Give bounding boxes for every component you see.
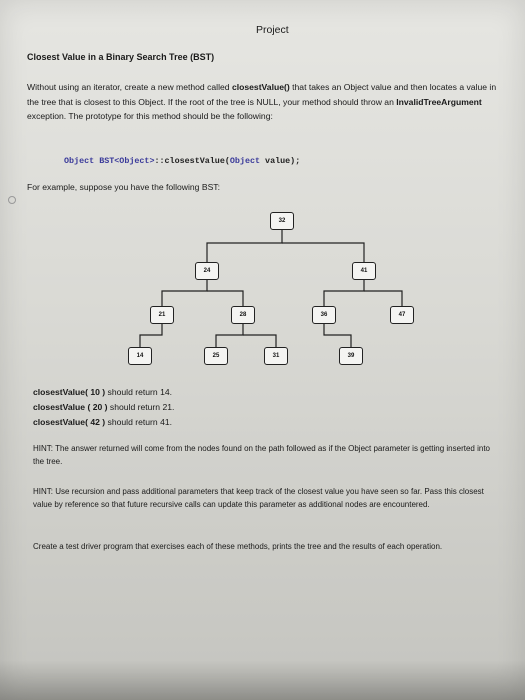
code-param-type: Object [229, 156, 261, 166]
exception-name: InvalidTreeArgument [396, 96, 482, 107]
code-signature: ::closestValue( [154, 156, 230, 166]
tree-node-36: 36 [312, 306, 336, 324]
page-title: Project [256, 24, 289, 36]
hint-recursion: HINT: Use recursion and pass additional parameters that keep track of the closest value you have seen so far. Pass this closest value by reference so that future recursive calls can update this parameter as additional nodes are encountered. [33, 487, 484, 509]
tree-node-47: 47 [390, 306, 414, 324]
code-param-name: value); [260, 156, 301, 166]
edge-28-25 [216, 321, 243, 347]
edge-36-39 [324, 321, 351, 347]
result-text: should return 14. [105, 387, 173, 397]
edge-32-41 [282, 243, 364, 262]
tree-node-41: 41 [352, 262, 376, 280]
edge-21-14 [140, 321, 162, 347]
edge-28-31 [243, 335, 276, 347]
edge-24-28 [207, 291, 243, 306]
result-call: closestValue( 42 ) [33, 417, 106, 427]
section-heading: Closest Value in a Binary Search Tree (BST) [27, 52, 215, 62]
photo-shadow [0, 660, 525, 700]
intro-text-3: exception. The prototype for this method should be the following: [27, 111, 273, 121]
edge-41-47 [364, 291, 402, 306]
intro-text-1: Without using an iterator, create a new method called [27, 82, 232, 92]
tree-node-24: 24 [195, 262, 219, 280]
intro-text-2: that takes an Object value and then locates a value in the tree that is closest to this Object. If the root of the tree is NULL, your method should throw an [27, 82, 497, 107]
edge-24-21 [162, 277, 207, 306]
tree-node-32: 32 [270, 212, 294, 230]
code-return-type: Object [64, 156, 95, 166]
example-text: For example, suppose you have the following BST: [27, 182, 220, 192]
tree-node-14: 14 [128, 347, 152, 365]
tree-node-25: 25 [204, 347, 228, 365]
task-test-driver: Create a test driver program that exercises each of these methods, prints the tree and the results of each operation. [33, 542, 443, 551]
result-line [33, 402, 174, 412]
result-line [33, 417, 172, 427]
edge-32-24 [207, 229, 282, 262]
tree-node-31: 31 [264, 347, 288, 365]
result-call: closestValue( 10 ) [33, 387, 106, 397]
tree-node-21: 21 [150, 306, 174, 324]
result-text: should return 41. [105, 417, 173, 427]
tree-node-28: 28 [231, 306, 255, 324]
tree-node-39: 39 [339, 347, 363, 365]
edge-41-36 [324, 277, 364, 306]
result-call: closestValue ( 20 ) [33, 402, 108, 412]
code-class: BST<Object> [99, 156, 155, 166]
result-line [33, 387, 172, 397]
result-text: should return 21. [107, 402, 175, 412]
hint-path: HINT: The answer returned will come from the nodes found on the path followed as if the Object parameter is getting inserted into the tree. [33, 444, 490, 466]
method-name: closestValue() [231, 82, 290, 92]
